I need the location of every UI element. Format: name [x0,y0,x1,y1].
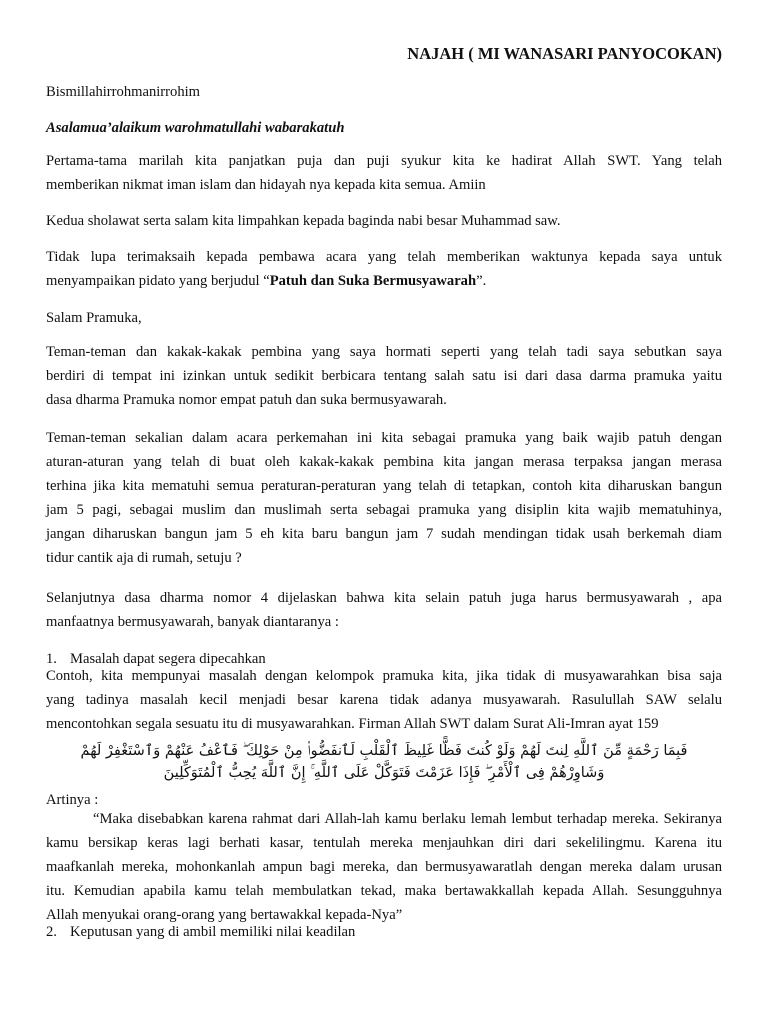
text-line: Allah menyukai orang-orang yang bertawakkal kepada-Nya” [46,907,403,923]
text-line: berdiri di tempat ini izinkan untuk sedikit berbicara tentang salah satu isi dari dasa darma pramuka yaitu [46,368,722,384]
paragraph-sholawat: Kedua sholawat serta salam kita limpahkan kepada baginda nabi besar Muhammad saw. [46,213,561,229]
list-item-2-heading [46,922,355,942]
document-title: NAJAH ( MI WANASARI PANYOCOKAN) [407,44,722,63]
arabic-verse [46,740,722,784]
text-line: “Maka disebabkan karena rahmat dari Allah-lah kamu berlaku lemah lembut terhadap mereka. Sekiranya [93,811,722,827]
text-line: dasa dharma Pramuka nomor empat patuh dan suka bermusyawarah. [46,392,447,408]
text-line: Tidak lupa terimaksaih kepada pembawa acara yang telah memberikan waktunya kepada saya untuk [46,249,722,265]
paragraph-thanks [46,245,722,293]
arabic-line: وَشَاوِرْهُمْ فِى ٱلْأَمْرِ ۖ فَإِذَا عَزَمْتَ فَتَوَكَّلْ عَلَى ٱللَّهِ ۚ إِنَّ ٱللَّهَ يُحِبُّ ٱلْمُتَوَكِّلِينَ [163,765,605,781]
list-label: Masalah dapat segera dipecahkan [70,651,266,667]
text-line: kamu bersikap keras lagi berhati kasar, tentulah mereka menjauhkan diri dari sekelilingmu. Karena itu [46,835,722,851]
paragraph-introduction [46,340,722,412]
text-line: aturan-aturan yang telah di buat oleh kakak-kakak pembina kita jangan merasa terpaksa jangan merasa [46,454,722,470]
text-line: Teman-teman dan kakak-kakak pembina yang saya hormati seperti yang telah tadi saya sebutkan saya [46,344,722,360]
list-number: 1. [46,651,57,667]
text-line: tidur cantik aja di rumah, setuju ? [46,550,242,566]
text-line [46,269,722,293]
text-line: itu. Kemudian apabila kamu telah membulatkan tekad, maka bertawakkallah kepada Allah. Sesungguhnya [46,883,722,899]
text-line: maafkanlah mereka, mohonkanlah ampun bagi mereka, dan bermusyawaratlah dengan mereka dalam urusan [46,859,722,875]
text-line: jangan diharuskan bangun jam 5 eh kita baru bangun jam 7 sudah mendingan tidak usah berkemah diam [46,526,722,542]
text-line: memberikan nikmat iman islam dan hidayah nya kepada kita semua. Amiin [46,177,486,193]
text-line: Pertama-tama marilah kita panjatkan puja dan puji syukur kita ke hadirat Allah SWT. Yang telah [46,153,722,169]
opening-basmalah: Bismillahirrohmanirrohim [46,84,201,100]
salam-pramuka: Salam Pramuka, [46,310,142,326]
text-fragment: menyampaikan pidato yang berjudul “ [46,273,270,289]
text-line: Contoh, kita mempunyai masalah dengan kelompok pramuka kita, jika tidak di musyawarahkan bisa saja [46,668,722,684]
text-fragment: ”. [476,273,487,289]
list-label: Keputusan yang di ambil memiliki nilai keadilan [70,924,356,940]
list-number: 2. [46,924,57,940]
greeting: Asalamua’alaikum warohmatullahi wabarakatuh [46,120,345,136]
text-line: yang tadinya masalah kecil menjadi besar karena tidak adanya musyawarah. Rasulullah SAW selalu [46,692,722,708]
text-line: jam 5 pagi, sebagai muslim dan muslimah serta sebagai pramuka yang disiplin kita wajib mematuhinya, [46,502,722,518]
arabic-line: فَبِمَا رَحْمَةٍ مِّنَ ٱللَّهِ لِنتَ لَهُمْ وَلَوْ كُنتَ فَظًّا غَلِيظَ ٱلْقَلْبِ لَٱنفَضُّوا۟ مِنْ حَوْلِكَ ۖ فَٱعْفُ عَنْهُمْ وَٱسْتَغْفِرْ لَهُمْ [80,743,688,759]
speech-topic: Patuh dan Suka Bermusyawarah [269,273,477,289]
text-line: terhina jika kita mematuhi semua peraturan-peraturan yang telah di tetapkan, contoh kita diharuskan bangun [46,478,722,494]
paragraph-musyawarah-benefits [46,586,722,634]
text-line: mencontohkan segala sesuatu itu di musyawarahkan. Firman Allah SWT dalam Surat Ali-Imran ayat 159 [46,716,659,732]
text-line: Teman-teman sekalian dalam acara perkemahan ini kita sebagai pramuka yang baik wajib patuh dengan [46,430,722,446]
paragraph-obedience [46,426,722,570]
list-item-1-body [46,664,722,736]
text-line: Selanjutnya dasa dharma nomor 4 dijelaskan bahwa kita selain patuh juga harus bermusyawarah , apa [46,590,722,606]
paragraph-opening-praise [46,149,722,197]
translation-label: Artinya : [46,792,99,808]
translation-quote [46,807,722,927]
text-line: manfaatnya bermusyawarah, banyak diantaranya : [46,614,339,630]
